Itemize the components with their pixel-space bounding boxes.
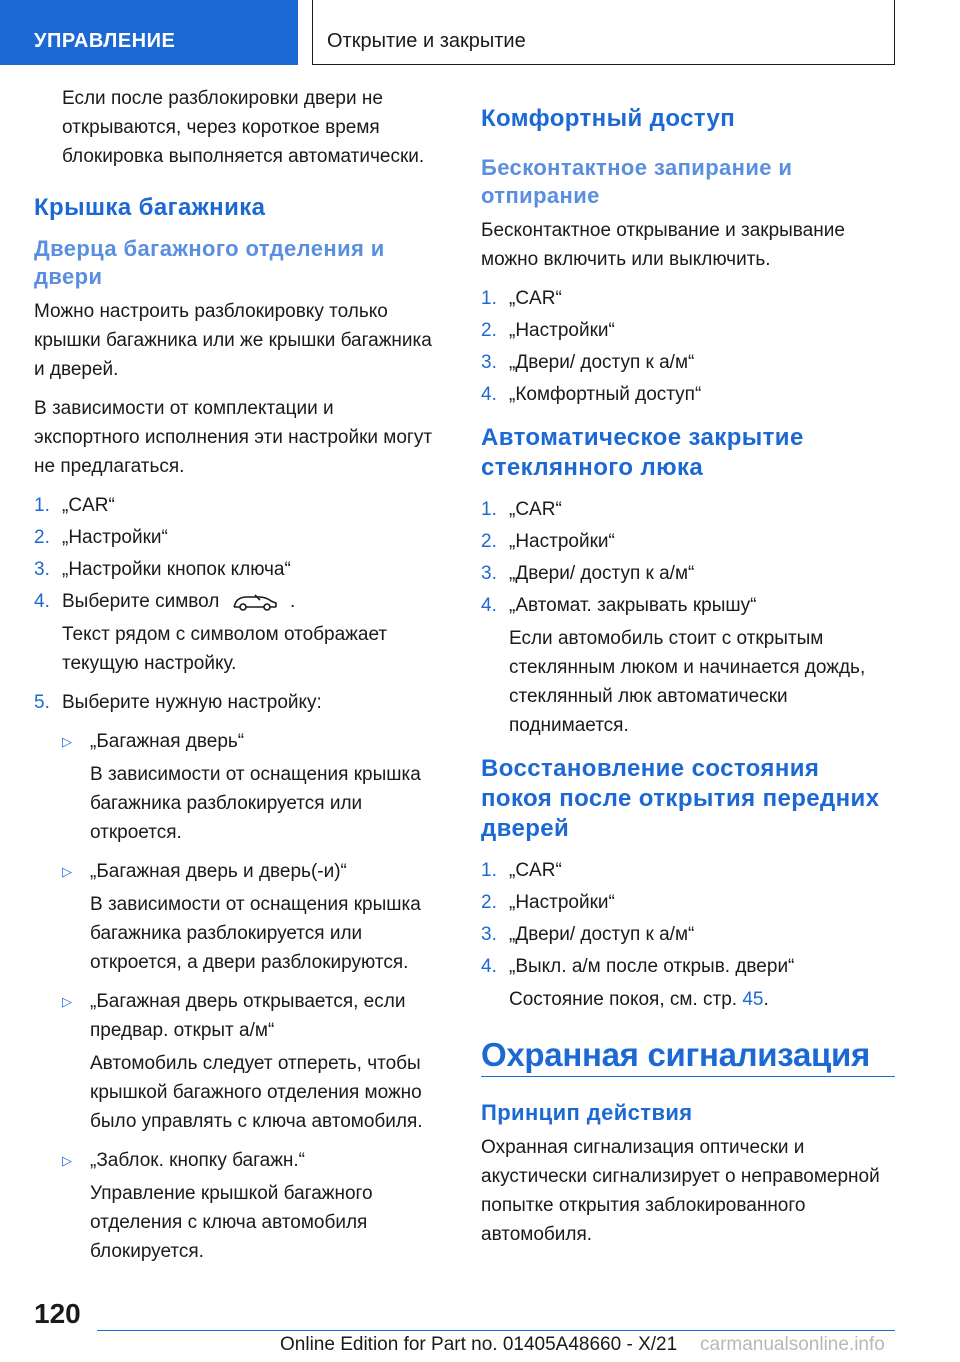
rest-note-end: . (763, 989, 769, 1010)
step-number: 4. (481, 595, 497, 616)
list-item (34, 491, 440, 520)
step-number: 3. (34, 559, 50, 580)
step-number: 3. (481, 563, 497, 584)
list-item (34, 587, 440, 616)
option-title: „Заблок. кнопку багажн.“ (90, 1150, 306, 1171)
list-item (481, 920, 895, 949)
step-text: „CAR“ (509, 288, 562, 309)
step-number: 2. (34, 527, 50, 548)
list-item (62, 987, 440, 1136)
step-number: 2. (481, 320, 497, 341)
list-item (481, 856, 895, 885)
chapter-title: Открытие и закрытие (327, 30, 526, 52)
option-title: „Багажная дверь“ (90, 731, 245, 752)
list-item (481, 316, 895, 345)
step-number: 4. (34, 591, 50, 612)
steps-list (34, 491, 440, 717)
option-title: „Багажная дверь и дверь(-и)“ (90, 861, 347, 882)
heading-rule (481, 1076, 895, 1077)
step-text: „CAR“ (509, 499, 562, 520)
right-column (481, 84, 895, 1259)
list-item (481, 527, 895, 556)
list-item (62, 1146, 440, 1266)
option-desc: В зависимости от оснащения крышка багажника разблокируется или откроется, а двери разблокируются. (90, 894, 421, 973)
rest-note (481, 985, 895, 1014)
step-text: „Двери/ доступ к а/м“ (509, 924, 695, 945)
footer-rule (97, 1330, 895, 1331)
watermark: carmanualsonline.info (700, 1334, 885, 1355)
step-number: 1. (34, 495, 50, 516)
sunroof-steps (481, 495, 895, 740)
keyless-steps (481, 284, 895, 409)
sunroof-note: Если автомобиль стоит с открытым стеклянным люком и начинается дождь, стеклянный люк автоматически поднимается. (509, 628, 866, 736)
step-number: 2. (481, 892, 497, 913)
heading-sunroof: Автоматическое закрытие стеклянного люка (481, 424, 804, 481)
step-number: 3. (481, 924, 497, 945)
heading-rest-state: Восстановление состояния покоя после открытия передних дверей (481, 755, 880, 842)
step-text: Выберите символ (62, 591, 220, 612)
step-text: „Двери/ доступ к а/м“ (509, 563, 695, 584)
triangle-bullet-icon: ▷ (62, 1153, 72, 1168)
triangle-bullet-icon: ▷ (62, 864, 72, 879)
step-text: „CAR“ (509, 860, 562, 881)
step-number: 5. (34, 692, 50, 713)
list-item (481, 495, 895, 524)
triangle-bullet-icon: ▷ (62, 994, 72, 1009)
step-text: „Настройки“ (62, 527, 168, 548)
list-item (481, 591, 895, 620)
triangle-bullet-icon: ▷ (62, 734, 72, 749)
heading-keyless: Бесконтактное запирание и отпирание (481, 155, 793, 208)
section-tab (0, 0, 298, 65)
chapter-tab (312, 0, 895, 65)
step-note: Текст рядом с символом отображает текущую настройку. (62, 624, 388, 674)
list-item (62, 727, 440, 847)
step-text: „Комфортный доступ“ (509, 384, 702, 405)
heading-principle: Принцип действия (481, 1100, 693, 1125)
edition-text: Online Edition for Part no. 01405A48660 - X/21 (280, 1334, 678, 1355)
intro-paragraph: Если после разблокировки двери не открываются, через короткое время блокировка выполняется автоматически. (62, 88, 425, 167)
step-number: 2. (481, 531, 497, 552)
step-text: „Настройки“ (509, 531, 615, 552)
list-item (481, 284, 895, 313)
list-item (34, 555, 440, 584)
step-text: „Автомат. закрывать крышу“ (509, 595, 757, 616)
left-column (34, 84, 440, 1276)
step-number: 1. (481, 860, 497, 881)
paragraph-keyless: Бесконтактное открывание и закрывание можно включить или выключить. (481, 220, 845, 270)
page-number: 120 (34, 1298, 81, 1329)
rest-steps (481, 856, 895, 1014)
list-item (481, 348, 895, 377)
option-title: „Багажная дверь открывается, если предвар. открыт а/м“ (90, 991, 406, 1041)
list-item (481, 559, 895, 588)
option-desc: Управление крышкой багажного отделения с ключа автомобиля блокируется. (90, 1183, 373, 1262)
paragraph-unlock: Можно настроить разблокировку только крышки багажника или же крышки багажника и дверей. (34, 301, 432, 380)
paragraph-export: В зависимости от комплектации и экспортного исполнения эти настройки могут не предлагаться. (34, 398, 433, 477)
list-item (481, 952, 895, 981)
step-text: „Выкл. а/м после открыв. двери“ (509, 956, 795, 977)
list-item (62, 857, 440, 977)
list-item (481, 380, 895, 409)
rest-note-text: Состояние покоя, см. стр. (509, 989, 738, 1010)
list-item (34, 523, 440, 552)
heading-trunk-doors: Дверца багажного отделения и двери (34, 236, 385, 289)
list-item (34, 688, 440, 717)
step-text: „Настройки“ (509, 320, 615, 341)
step-text: „CAR“ (62, 495, 115, 516)
options-list (34, 727, 440, 1266)
step-tail: . (289, 591, 296, 612)
option-desc: В зависимости от оснащения крышка багажника разблокируется или откроется. (90, 764, 421, 843)
section-title: УПРАВЛЕНИЕ (34, 30, 176, 52)
page-link[interactable]: 45 (742, 989, 764, 1010)
list-item (481, 888, 895, 917)
option-desc: Автомобиль следует отпереть, чтобы крышкой багажного отделения можно было управлять с ключа автомобиля. (90, 1053, 423, 1132)
step-number: 3. (481, 352, 497, 373)
step-number: 4. (481, 384, 497, 405)
step-text: „Двери/ доступ к а/м“ (509, 352, 695, 373)
step-text: „Настройки“ (509, 892, 615, 913)
step-number: 1. (481, 499, 497, 520)
car-key-icon (231, 592, 279, 612)
heading-trunk: Крышка багажника (34, 194, 266, 221)
step-text: „Настройки кнопок ключа“ (62, 559, 291, 580)
paragraph-alarm: Охранная сигнализация оптически и акустически сигнализирует о неправомерной попытке открытия заблокированного автомобиля. (481, 1137, 880, 1245)
heading-alarm: Охранная сигнализация (481, 1036, 870, 1073)
heading-comfort-access: Комфортный доступ (481, 105, 736, 132)
step-number: 4. (481, 956, 497, 977)
step-number: 1. (481, 288, 497, 309)
step-text: Выберите нужную настройку: (62, 692, 322, 713)
